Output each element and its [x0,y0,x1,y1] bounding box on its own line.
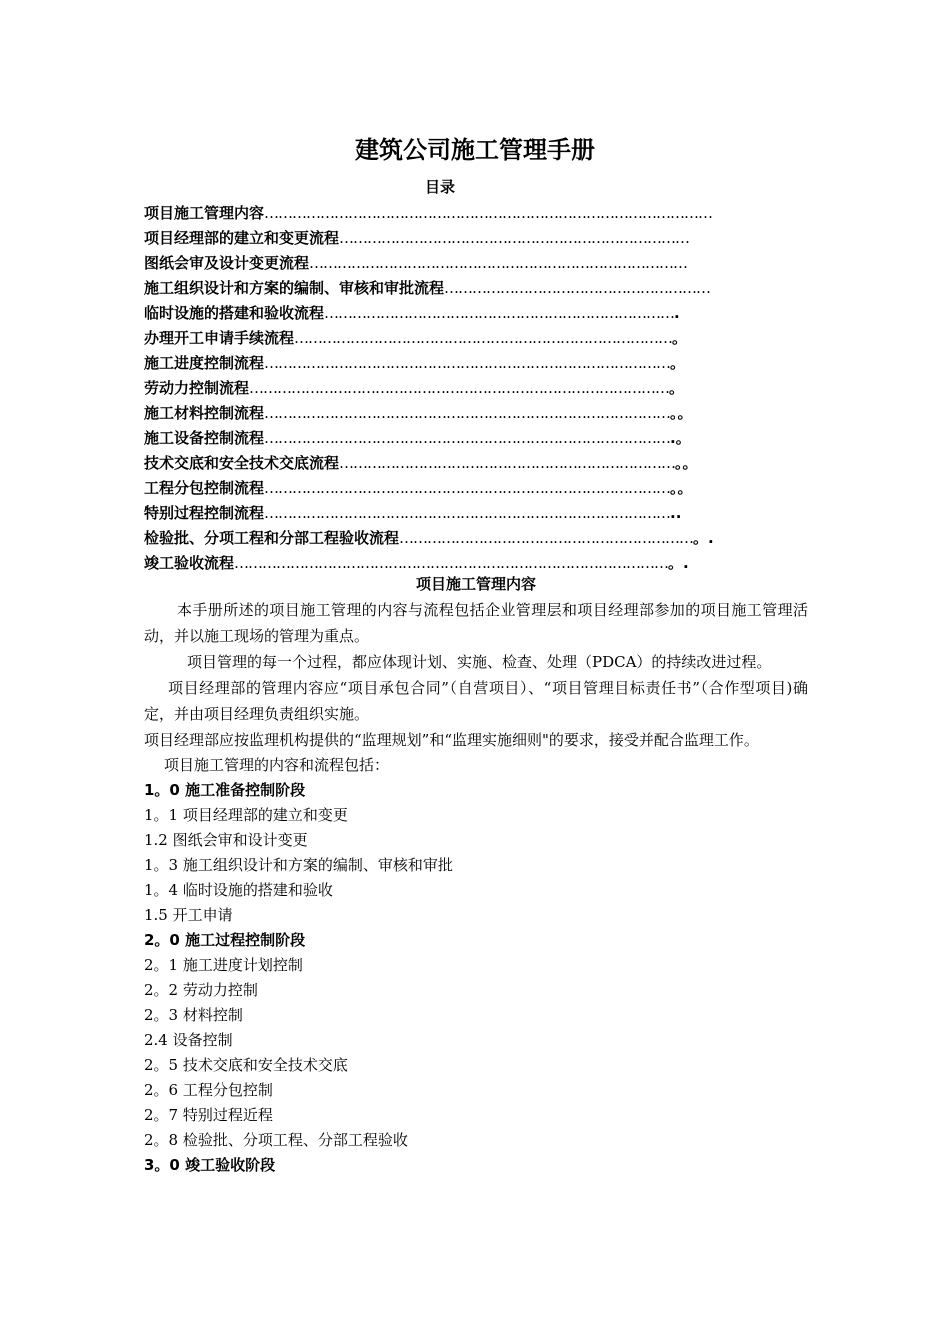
toc-entry-suffix: 。 [669,379,685,397]
toc-entry-suffix: 。。 [675,454,698,472]
toc-dot-leader: ……………………………………………………………… [339,454,676,472]
toc-entry-suffix: 。. [693,529,714,547]
toc-entry[interactable] [144,501,814,526]
paragraph: 项目经理部的管理内容应“项目承包合同”（自营项目）、“项目管理目标责任书”（合作型项目)确定，并由项目经理负责组织实施。 [144,679,808,723]
outline-item: 1。3 施工组织设计和方案的编制、审核和审批 [144,856,453,874]
document-title: 建筑公司施工管理手册 [355,136,595,164]
toc-dot-leader: …………………………………………………………………………… [264,504,671,522]
toc-dot-leader: ………………………………………………………………………………… [234,554,669,572]
toc-entry-label: 图纸会审及设计变更流程 [144,254,310,272]
outline-item: 2。3 材料控制 [144,1006,243,1024]
toc-entry-suffix: 。 [672,329,688,347]
outline-item: 2.4 设备控制 [144,1031,233,1049]
toc-entry[interactable] [144,201,814,226]
toc-entry-suffix: .。 [670,429,691,447]
toc-entry-label: 竣工验收流程 [144,554,235,572]
toc-entry-label: 项目施工管理内容 [144,204,265,222]
toc-entry-label: 施工进度控制流程 [144,354,265,372]
toc-entry[interactable] [144,301,814,326]
toc-entry-label: 施工材料控制流程 [144,404,265,422]
toc-dot-leader: ………………………………………………………………… [324,304,675,322]
paragraph: 项目经理部应按监理机构提供的“监理规划”和“监理实施细则"的要求，接受并配合监理工作。 [144,731,759,749]
toc-entry[interactable] [144,476,814,501]
paragraph: 本手册所述的项目施工管理的内容与流程包括企业管理层和项目经理部参加的项目施工管理活动，并以施工现场的管理为重点。 [144,601,808,645]
toc-dot-leader: …………………………………………………………………………… [264,354,671,372]
toc-entry-label: 工程分包控制流程 [144,479,265,497]
toc-dot-leader: …………………………………………………………………………… [264,479,671,497]
toc-entry-label: 临时设施的搭建和验收流程 [144,304,325,322]
toc-dot-leader: ……………………………………………………………………… [309,254,688,272]
toc-entry[interactable] [144,251,814,276]
toc-entry[interactable] [144,276,814,301]
toc-entry[interactable] [144,351,814,376]
outline-item: 2。2 劳动力控制 [144,981,258,999]
document-body [144,572,808,1178]
toc-dot-leader: ……………………………………………………………………………… [249,379,670,397]
outline-item: 1。4 临时设施的搭建和验收 [144,881,333,899]
toc-entry-label: 施工组织设计和方案的编制、审核和审批流程 [144,279,445,297]
paragraph: 项目管理的每一个过程，都应体现计划、实施、检查、处理（PDCA）的持续改进过程。 [187,653,772,671]
toc-dot-leader: ……………………………………………………… [399,529,694,547]
toc-entry-label: 劳动力控制流程 [144,379,250,397]
toc-entry-label: 检验批、分项工程和分部工程验收流程 [144,529,400,547]
outline-item: 2。6 工程分包控制 [144,1081,273,1099]
toc-entry-suffix: . [674,304,680,322]
toc-entry[interactable] [144,376,814,401]
toc-heading: 目录 [424,178,455,196]
toc-entry[interactable] [144,226,814,251]
toc-entry[interactable] [144,326,814,351]
outline-phase-heading: 3。0 竣工验收阶段 [144,1156,276,1174]
outline-phase-heading: 2。0 施工过程控制阶段 [144,931,306,949]
toc-entry-label: 特别过程控制流程 [144,504,265,522]
outline-item: 2。8 检验批、分项工程、分部工程验收 [144,1131,408,1149]
toc-dot-leader: ………………………………………………………………… [339,229,690,247]
list-intro: 项目施工管理的内容和流程包括： [164,756,390,774]
toc-entry-suffix: 。. [668,554,689,572]
outline-item: 2。5 技术交底和安全技术交底 [144,1056,348,1074]
toc-entry[interactable] [144,451,814,476]
toc-entry-suffix: 。。 [670,479,693,497]
toc-entry-suffix: 。 [670,354,686,372]
toc-entry[interactable] [144,426,814,451]
toc-entry[interactable] [144,401,814,426]
toc-dot-leader: ………………………………………………… [444,279,711,297]
toc-dot-leader: …………………………………………………………………………………… [264,204,713,222]
toc-entry-label: 办理开工申请手续流程 [144,329,295,347]
toc-entry-label: 施工设备控制流程 [144,429,265,447]
outline-item: 1.5 开工申请 [144,906,233,924]
outline-item: 2。1 施工进度计划控制 [144,956,303,974]
toc-entry-label: 技术交底和安全技术交底流程 [144,454,340,472]
toc-dot-leader: …………………………………………………………………………… [264,404,671,422]
outline-item: 1。1 项目经理部的建立和变更 [144,806,348,824]
outline-list [144,778,808,1178]
toc-entry-label: 项目经理部的建立和变更流程 [144,229,340,247]
toc-dot-leader: ……………………………………………………………………… [294,329,673,347]
table-of-contents [144,201,814,576]
outline-item: 1.2 图纸会审和设计变更 [144,831,308,849]
toc-dot-leader: …………………………………………………………………………… [264,429,671,447]
toc-entry-suffix: .. [670,504,682,522]
toc-entry[interactable] [144,526,814,551]
outline-phase-heading: 1。0 施工准备控制阶段 [144,781,306,799]
toc-entry-suffix: 。。 [670,404,693,422]
outline-item: 2。7 特别过程近程 [144,1106,273,1124]
section-title: 项目施工管理内容 [415,575,536,593]
